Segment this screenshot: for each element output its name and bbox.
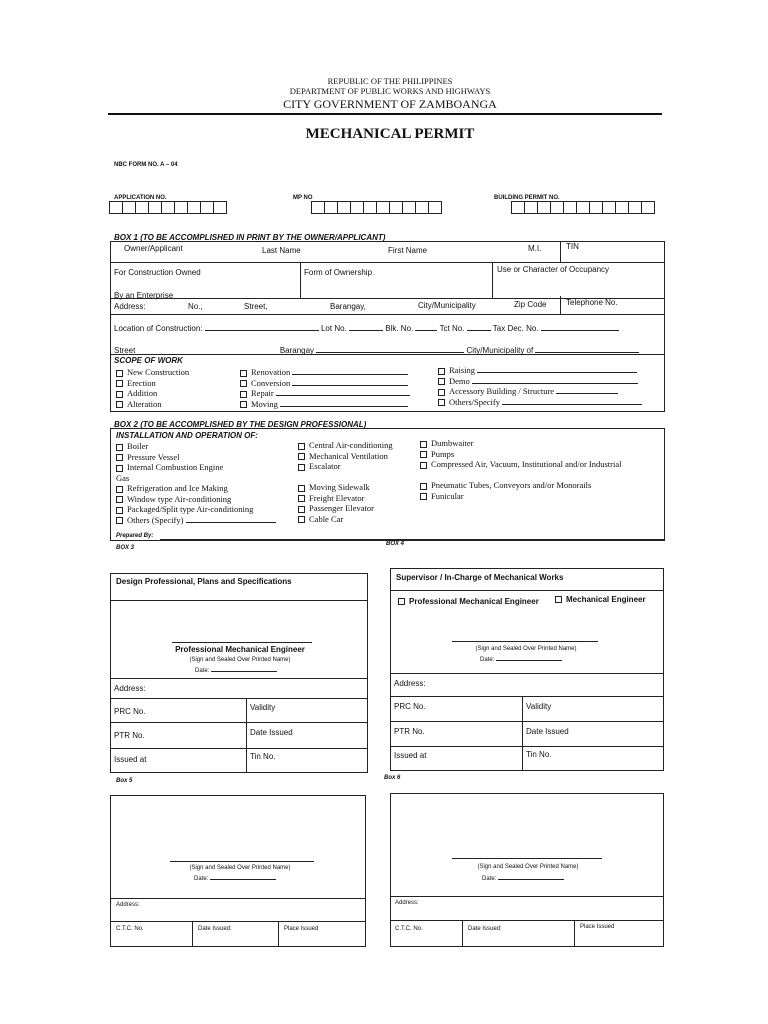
box4-divider-3 <box>390 696 664 697</box>
location-row <box>114 323 619 333</box>
blk-no-label: Blk. No. <box>385 324 414 333</box>
street2-label: Street <box>114 346 136 355</box>
box4-address-label: Address: <box>394 679 426 688</box>
checkbox-icon <box>298 516 305 523</box>
last-name-label: Last Name <box>262 246 301 255</box>
box6-col-divider-2 <box>574 920 575 947</box>
tct-no-label: Tct No. <box>439 324 465 333</box>
box5-frame <box>110 795 366 947</box>
box4-issued-at-label: Issued at <box>394 751 427 760</box>
header-line-dpwh: DEPARTMENT OF PUBLIC WORKS AND HIGHWAYS <box>289 86 491 96</box>
box6-signed: (Sign and Sealed Over Printed Name) <box>477 864 579 870</box>
scope-col1 <box>116 367 189 409</box>
box1-row-divider-3 <box>110 314 665 315</box>
checkbox-icon <box>116 444 123 451</box>
box3-col-divider <box>246 698 247 773</box>
box2-heading: BOX 2 (TO BE ACCOMPLISHED BY THE DESIGN PROFESSIONAL) <box>114 420 367 429</box>
box5-col-divider-2 <box>278 921 279 947</box>
checkbox-icon <box>398 598 405 605</box>
box3-validity-label: Validity <box>250 703 276 712</box>
checkbox-icon <box>116 370 123 377</box>
checkbox-icon <box>420 451 427 458</box>
install-boiler[interactable]: Boiler <box>116 441 276 452</box>
header-line-city: CITY GOVERNMENT OF ZAMBOANGA <box>283 97 497 111</box>
mp-no-cells[interactable] <box>312 201 442 214</box>
box3-divider-5 <box>110 748 368 749</box>
checkbox-icon <box>240 370 247 377</box>
box6-frame <box>390 793 664 947</box>
address-no-label: No., <box>188 302 203 311</box>
header-line-republic: REPUBLIC OF THE PHILIPPINES <box>327 76 453 86</box>
install-col2 <box>298 440 393 524</box>
checkbox-icon <box>420 441 427 448</box>
checkbox-icon <box>420 493 427 500</box>
scope-others[interactable]: Others/Specify <box>438 397 642 408</box>
box3-date-issued-label: Date Issued <box>250 728 293 737</box>
box4-date-row <box>480 655 562 663</box>
owner-label: Owner/Applicant <box>124 244 183 253</box>
box4-date-label: Date: <box>480 657 495 663</box>
box3-divider-1 <box>110 600 368 601</box>
form-ownership-label: Form of Ownership <box>304 268 373 277</box>
first-name-label: First Name <box>388 246 428 255</box>
install-others[interactable]: Others (Specify) <box>116 515 276 526</box>
prepared-by-field[interactable] <box>160 539 664 540</box>
install-cable-car[interactable]: Cable Car <box>298 514 393 525</box>
checkbox-icon <box>298 464 305 471</box>
box1-tin-divider <box>560 241 561 262</box>
install-col1 <box>116 441 276 525</box>
scope-demo[interactable]: Demo <box>438 376 642 387</box>
box4-ptr-label: PTR No. <box>394 727 425 736</box>
application-no-cells[interactable] <box>110 201 227 214</box>
box3-date-row <box>195 666 277 674</box>
scope-col3 <box>438 365 642 407</box>
box6-ctc-label: C.T.C. No. <box>395 926 423 932</box>
checkbox-icon <box>116 496 123 503</box>
install-pumps[interactable]: Pumps <box>420 449 622 460</box>
checkbox-icon <box>116 507 123 514</box>
box3-signature-line[interactable] <box>172 642 312 643</box>
scope-raising[interactable]: Raising <box>438 365 642 376</box>
box3-heading: Design Professional, Plans and Specifications <box>116 577 292 586</box>
scope-col2 <box>240 367 410 409</box>
box3-issued-at-label: Issued at <box>114 755 147 764</box>
box3-date-label: Date: <box>195 668 210 674</box>
location-field[interactable] <box>205 323 319 331</box>
box6-date-issued-label: Date Issued: <box>468 926 502 932</box>
install-mech-ventilation[interactable]: Mechanical Ventilation <box>298 451 393 462</box>
checkbox-icon <box>116 380 123 387</box>
city-of-label: City/Municipality of <box>466 346 534 355</box>
box1-ownership-divider <box>300 262 301 298</box>
box5-date-field[interactable] <box>210 874 276 880</box>
scope-alteration[interactable]: Alteration <box>116 399 189 410</box>
telephone-label: Telephone No. <box>566 298 618 307</box>
box3-ptr-label: PTR No. <box>114 731 145 740</box>
box4-option-pme[interactable]: Professional Mechanical Engineer <box>398 597 539 606</box>
address-city-label: City/Municipality <box>418 301 476 310</box>
install-escalator[interactable]: Escalator <box>298 461 393 472</box>
location-label: Location of Construction: <box>114 324 203 333</box>
box5-signed: (Sign and Sealed Over Printed Name) <box>189 865 291 871</box>
box6-date-field[interactable] <box>498 874 564 880</box>
mi-label: M.I. <box>528 244 542 253</box>
box4-divider-4 <box>390 721 664 722</box>
box4-prc-label: PRC No. <box>394 702 426 711</box>
box4-option-me[interactable]: Mechanical Engineer <box>555 595 646 604</box>
checkbox-icon <box>298 443 305 450</box>
box4-divider-5 <box>390 746 664 747</box>
box4-divider-2 <box>390 673 664 674</box>
install-packaged-aircon[interactable]: Packaged/Split type Air-conditioning <box>116 504 276 515</box>
checkbox-icon <box>438 399 445 406</box>
box5-date-label: Date: <box>194 876 209 882</box>
install-compressed-air[interactable]: Compressed Air, Vacuum, Institutional and/or Industrial <box>420 459 622 470</box>
city-of-field[interactable] <box>535 345 639 353</box>
tct-no-field[interactable] <box>467 323 491 331</box>
form-number: NBC FORM NO. A – 04 <box>114 162 178 168</box>
by-enterprise-label: By an Enterprise <box>114 291 174 300</box>
building-permit-no-label: BUILDING PERMIT NO. <box>494 195 560 201</box>
box6-date-label: Date: <box>482 876 497 882</box>
address-barangay-label: Barangay, <box>330 302 366 311</box>
box4-signed: (Sign and Sealed Over Printed Name) <box>475 646 577 652</box>
box6-divider-2 <box>390 920 664 921</box>
box3-tag: BOX 3 <box>116 545 135 551</box>
install-dumbwaiter[interactable]: Dumbwaiter <box>420 438 622 449</box>
box1-row-divider-4 <box>110 354 665 355</box>
box3-signed: (Sign and Sealed Over Printed Name) <box>189 657 291 663</box>
box5-tag: Box 5 <box>116 778 133 784</box>
checkbox-icon <box>420 462 427 469</box>
checkbox-icon <box>438 378 445 385</box>
use-character-label: Use or Character of Occupancy <box>497 265 610 274</box>
checkbox-icon <box>298 453 305 460</box>
box3-date-field[interactable] <box>211 666 277 672</box>
checkbox-icon <box>438 389 445 396</box>
scope-erection[interactable]: Erection <box>116 378 189 389</box>
box5-col-divider-1 <box>192 921 193 947</box>
install-pneumatic-tubes[interactable]: Pneumatic Tubes, Conveyors and/or Monorails <box>420 480 622 491</box>
header-rule <box>108 113 662 115</box>
checkbox-icon <box>116 465 123 472</box>
install-central-aircon[interactable]: Central Air-conditioning <box>298 440 393 451</box>
box4-date-issued-label: Date Issued <box>526 727 569 736</box>
box4-col-divider <box>522 696 523 771</box>
lot-no-field[interactable] <box>349 323 383 331</box>
box4-divider-1 <box>390 590 664 591</box>
checkbox-icon <box>420 483 427 490</box>
box3-prc-label: PRC No. <box>114 707 146 716</box>
scope-conversion[interactable]: Conversion <box>240 378 410 389</box>
scope-accessory[interactable]: Accessory Building / Structure <box>438 386 642 397</box>
install-pressure-vessel[interactable]: Pressure Vessel <box>116 452 276 463</box>
mp-no-label: MP NO <box>293 195 313 201</box>
checkbox-icon <box>298 485 305 492</box>
box4-date-field[interactable] <box>496 655 562 661</box>
box1-phone-divider <box>560 296 561 314</box>
install-moving-sidewalk[interactable]: Moving Sidewalk <box>298 482 393 493</box>
prepared-by-label: Prepared By: <box>116 533 154 539</box>
box6-tag: Box 6 <box>384 775 401 781</box>
for-construction-label: For Construction Owned <box>114 268 201 277</box>
tax-dec-field[interactable] <box>541 323 619 331</box>
barangay2-label: Barangay <box>279 346 315 355</box>
box1-row-divider-1 <box>110 262 665 263</box>
scope-heading: SCOPE OF WORK <box>114 356 183 365</box>
scope-moving[interactable]: Moving <box>240 399 410 410</box>
box6-date-row <box>482 874 564 882</box>
checkbox-icon <box>438 368 445 375</box>
box3-pme: Professional Mechanical Engineer <box>175 645 305 654</box>
box1-heading: BOX 1 (TO BE ACCOMPLISHED IN PRINT BY THE OWNER/APPLICANT) <box>114 233 386 242</box>
install-window-aircon[interactable]: Window type Air-conditioning <box>116 494 276 505</box>
checkbox-icon <box>116 454 123 461</box>
building-permit-no-cells[interactable] <box>512 201 655 214</box>
box5-divider-1 <box>110 898 366 899</box>
install-freight-elevator[interactable]: Freight Elevator <box>298 493 393 504</box>
box4-tin-label: Tin No. <box>526 750 552 759</box>
box5-signature-line[interactable] <box>170 861 314 862</box>
install-col3 <box>420 438 622 501</box>
box6-address-label: Address: <box>395 900 419 906</box>
box4-signature-line[interactable] <box>452 641 598 642</box>
checkbox-icon <box>116 391 123 398</box>
checkbox-icon <box>298 495 305 502</box>
scope-renovation[interactable]: Renovation <box>240 367 410 378</box>
tax-dec-label: Tax Dec. No. <box>492 324 539 333</box>
box4-tag: BOX 4 <box>386 541 405 547</box>
box6-divider-1 <box>390 896 664 897</box>
box3-divider-2 <box>110 678 368 679</box>
box5-place-issued-label: Place Issued <box>284 926 319 932</box>
box5-divider-2 <box>110 921 366 922</box>
box4-heading: Supervisor / In-Charge of Mechanical Works <box>396 573 564 582</box>
scope-new-construction[interactable]: New Construction <box>116 367 189 378</box>
box5-ctc-label: C.T.C. No. <box>116 926 144 932</box>
install-gas-label: Gas <box>116 472 130 483</box>
checkbox-icon <box>555 596 562 603</box>
checkbox-icon <box>240 391 247 398</box>
box1-use-divider <box>492 262 493 298</box>
box6-place-issued-label: Place Issued <box>580 924 615 930</box>
barangay2-field[interactable] <box>316 345 464 353</box>
address-label: Address: <box>114 302 146 311</box>
checkbox-icon <box>116 517 123 524</box>
box3-tin-label: Tin No. <box>250 752 276 761</box>
box6-col-divider-1 <box>462 920 463 947</box>
application-no-label: APPLICATION NO. <box>114 195 167 201</box>
lot-no-label: Lot No. <box>320 324 347 333</box>
box3-divider-3 <box>110 698 368 699</box>
install-passenger-elevator[interactable]: Passenger Elevator <box>298 503 393 514</box>
install-refrigeration[interactable]: Refrigeration and Ice Making <box>116 483 276 494</box>
checkbox-icon <box>240 401 247 408</box>
tin-label: TIN <box>566 242 579 251</box>
scope-repair[interactable]: Repair <box>240 388 410 399</box>
box6-signature-line[interactable] <box>452 858 602 859</box>
box5-date-issued-label: Date Issued: <box>198 926 232 932</box>
address-street-label: Street, <box>244 302 268 311</box>
install-funicular[interactable]: Funicular <box>420 491 622 502</box>
blk-no-field[interactable] <box>415 323 437 331</box>
box3-address-label: Address: <box>114 684 146 693</box>
checkbox-icon <box>116 401 123 408</box>
install-heading: INSTALLATION AND OPERATION OF: <box>116 431 258 440</box>
box5-date-row <box>194 874 276 882</box>
checkbox-icon <box>240 380 247 387</box>
checkbox-icon <box>298 506 305 513</box>
box4-validity-label: Validity <box>526 702 552 711</box>
zip-label: Zip Code <box>514 300 547 309</box>
page-title: MECHANICAL PERMIT <box>305 126 475 142</box>
box3-divider-4 <box>110 722 368 723</box>
scope-addition[interactable]: Addition <box>116 388 189 399</box>
install-internal-combustion[interactable]: Internal Combustion Engine <box>116 462 276 473</box>
checkbox-icon <box>116 486 123 493</box>
box5-address-label: Address: <box>116 902 140 908</box>
